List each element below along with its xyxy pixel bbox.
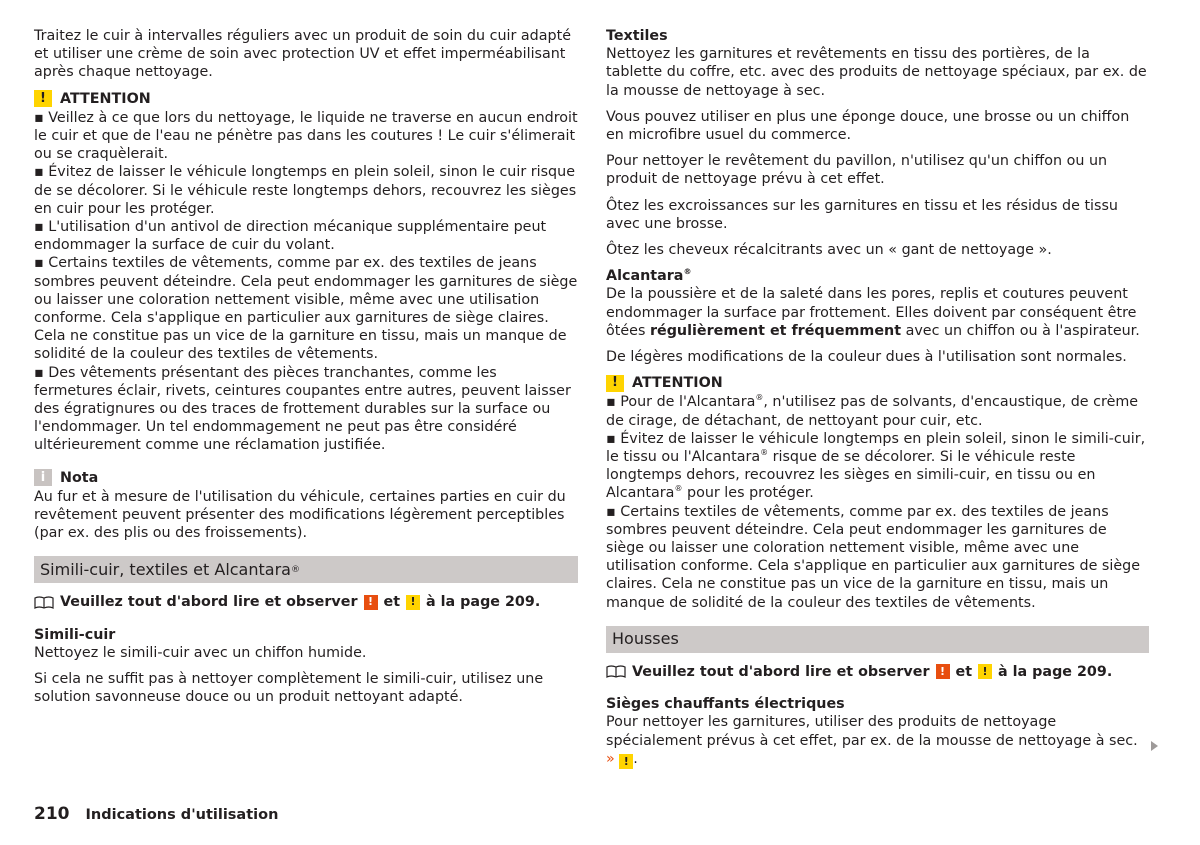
note-heading [34,469,578,487]
warning-item: ▪ Certains textiles de vêtements, comme par ex. des textiles de jeans sombres peuvent déteindre. Cela peut endommager les garnitures de siège ou laisser une coloration nettement visible, même avec une utilisation conforme. Cela s'applique en particulier aux garnitures de siège claires. Cela ne constitue pas un vice de la garniture en tissu, mais un manque de solidité de la couleur des textiles de vêtements. [606,503,1141,611]
paragraph: Pour nettoyer le revêtement du pavillon, n'utilisez qu'un chiffon ou un produit de nettoyage prévu à cet effet. [606,153,1108,188]
cross-reference-text: Veuillez tout d'abord lire et observer [60,594,358,611]
note-title: Nota [60,469,99,486]
subheading-seats: Sièges chauffants électriques [606,696,845,713]
paragraph: Ôtez les cheveux récalcitrants avec un « gant de nettoyage ». [606,242,1052,259]
registered-mark: ® [683,267,692,277]
warning-item [606,393,1149,429]
section-title: Housses [612,629,679,649]
alcantara-text-a: De la poussière et de la saleté dans les pores, replis et coutures peuvent endommager la surface par frottement. Elles doivent par conséquent être ôtées [606,286,1137,339]
warning-item-text: , n'utilisez pas de solvants, d'encaustique, de crème de cirage, de détachant, de nettoyant pour cuir, etc. [606,394,1139,429]
warning-item [606,430,1149,503]
chapter-label: Indications d'utilisation [85,807,279,823]
warning-red-icon: ! [936,664,950,679]
paragraph: Vous pouvez utiliser en plus une éponge douce, une brosse ou un chiffon en microfibre usuel du commerce. [606,108,1130,144]
registered-mark: ® [755,393,764,403]
paragraph-alcantara [606,285,1149,340]
alcantara-text-bold: régulièrement et fréquemment [649,322,902,339]
registered-mark: ® [760,448,769,458]
book-icon [34,596,54,610]
warning-item: ▪ Certains textiles de vêtements, comme par ex. des textiles de jeans sombres peuvent déteindre. Cela peut endommager les garnitures de siège ou laisser une coloration nettement visible, même avec une utilisation conforme. Cela s'applique en particulier aux garnitures de siège claires. Cela ne constitue pas un vice de la garniture en tissu, mais un manque de solidité de la couleur des textiles de vêtements. [34,255,578,363]
page-reference-link[interactable]: à la page 209. [426,594,541,611]
seats-text: Pour nettoyer les garnitures, utiliser des produits de nettoyage spécialement prévus à cet effet, par ex. de la mousse de nettoyage à sec. [606,714,1138,749]
page-number: 210 [34,804,70,824]
book-icon [606,665,626,679]
right-column [606,27,1149,777]
warning-title: ATTENTION [632,375,723,392]
warning-item: ▪ Évitez de laisser le véhicule longtemps en plein soleil, sinon le cuir risque de se décolorer. Si le véhicule reste longtemps dehors, recouvrez les sièges en cuir pour les protéger. [34,164,577,217]
cross-reference [34,593,578,611]
section-header-simili: Simili-cuir, textiles et Alcantara ® [34,556,578,583]
warning-yellow-icon: ! [978,664,992,679]
continue-arrow: » [606,750,615,767]
note-box [34,469,578,543]
note-text: Au fur et à mesure de l'utilisation du véhicule, certaines parties en cuir du revêtement peuvent présenter des modifications légèrement perceptibles (par ex. des plis ou des froissements). [34,488,566,542]
paragraph: Nettoyez les garnitures et revêtements en tissu des portières, de la tablette du coffre, etc. avec des produits de nettoyage spéciaux, par ex. de la mousse de nettoyage à sec. [606,46,1147,99]
subheading-textiles: Textiles [606,28,668,44]
next-page-arrow-icon [1151,741,1158,751]
info-icon: i [34,469,52,486]
warning-item-text: pour les protéger. [682,485,814,502]
alcantara-title: Alcantara [606,268,684,285]
section-header-housses [606,626,1149,653]
warning-item-text: ▪ Pour de l'Alcantara [606,394,756,411]
warning-box-alcantara [606,374,1149,612]
subheading-alcantara [606,267,1149,285]
warning-icon: ! [34,90,52,107]
warning-heading [606,374,1149,392]
alcantara-text-c: avec un chiffon ou à l'aspirateur. [905,322,1140,339]
leather-care-intro: Traitez le cuir à intervalles réguliers avec un produit de soin du cuir adapté et utiliser une crème de soin avec protection UV et effet imperméabilisant après chaque nettoyage. [34,28,571,81]
section-title: Simili-cuir, textiles et Alcantara [40,559,291,579]
warning-box-leather [34,90,578,455]
warning-yellow-icon: ! [619,754,633,769]
page-reference-link[interactable]: à la page 209. [998,663,1113,680]
cross-reference-and: et [383,594,401,611]
warning-yellow-icon: ! [406,595,420,610]
paragraph: Ôtez les excroissances sur les garnitures en tissu et les résidus de tissu avec une brosse. [606,197,1118,232]
paragraph: De légères modifications de la couleur dues à l'utilisation sont normales. [606,349,1127,366]
paragraph: Si cela ne suffit pas à nettoyer complètement le simili-cuir, utilisez une solution savonneuse douce ou un produit nettoyant adapté. [34,671,544,706]
paragraph-seats: Pour nettoyer les garnitures, utiliser des produits de nettoyage spécialement prévus à cet effet, par ex. de la mousse de nettoyage à sec. » ! . [606,714,1138,768]
registered-mark: ® [674,484,683,494]
page-footer [34,805,278,824]
warning-icon: ! [606,375,624,392]
left-column [34,27,578,715]
cross-reference-and: et [955,663,973,680]
paragraph: Nettoyez le simili-cuir avec un chiffon humide. [34,644,367,661]
subheading-simili: Simili-cuir [34,626,116,643]
warning-item: ▪ L'utilisation d'un antivol de direction mécanique supplémentaire peut endommager la surface de cuir du volant. [34,219,547,254]
cross-reference [606,663,1149,681]
warning-item: ▪ Veillez à ce que lors du nettoyage, le liquide ne traverse en aucun endroit le cuir et que de l'eau ne pénètre pas dans les coutures ! Le cuir s'élimerait ou se craquèlerait. [34,109,578,163]
warning-item-text: risque de se décolorer. Si le véhicule reste longtemps dehors, recouvrez les sièges en simili-cuir, en tissu ou en Alcantara [606,449,1096,502]
warning-item-text: ▪ Évitez de laisser le véhicule longtemps en plein soleil, sinon le simili-cuir, le tissu ou l'Alcantara [606,430,1146,466]
warning-item: ▪ Des vêtements présentant des pièces tranchantes, comme les fermetures éclair, rivets, ceintures coupantes entre autres, peuvent laisser des égratignures ou des traces de frottement durables sur la surface ou l'endommager. Un tel endommagement ne peut pas être considéré ultérieurement comme une réclamation justifiée. [34,364,571,454]
warning-red-icon: ! [364,595,378,610]
warning-heading [34,90,578,108]
warning-title: ATTENTION [60,90,151,107]
cross-reference-text: Veuillez tout d'abord lire et observer [632,663,930,680]
